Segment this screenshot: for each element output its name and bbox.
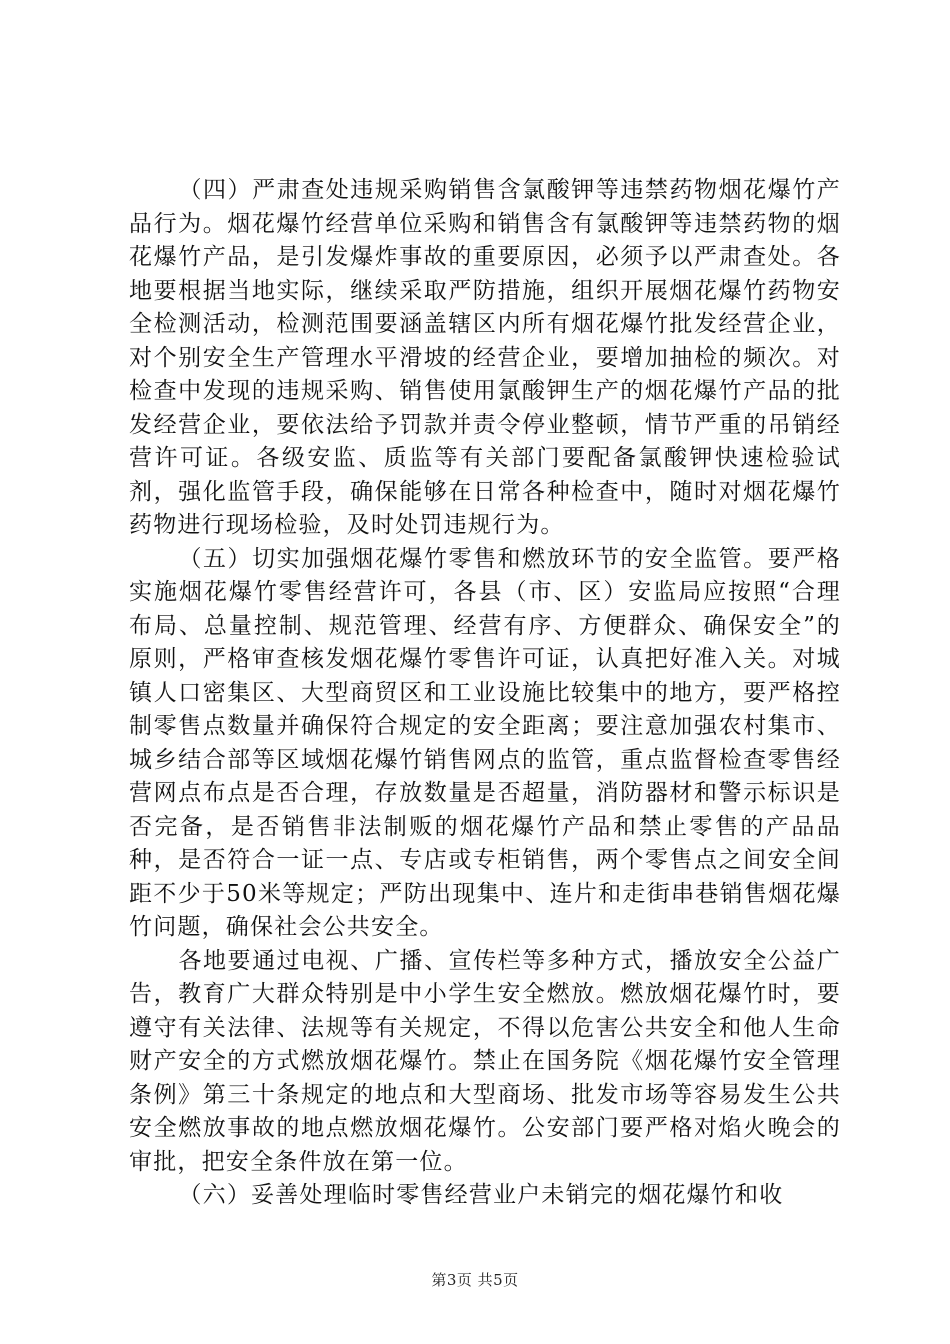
paragraph-section-4: （四）严肃查处违规采购销售含氯酸钾等违禁药物烟花爆竹产品行为。烟花爆竹经营单位采购和销售含有氯酸钾等违禁药物的烟花爆竹产品，是引发爆炸事故的重要原因，必须予以严肃查处。各地要根据当地实际，继续采取严防措施，组织开展烟花爆竹药物安全检测活动，检测范围要涵盖辖区内所有烟花爆竹批发经营企业，对个别安全生产管理水平滑坡的经营企业，要增加抽检的频次。对检查中发现的违规采购、销售使用氯酸钾生产的烟花爆竹产品的批发经营企业，要依法给予罚款并责令停业整顿，情节严重的吊销经营许可证。各级安监、质监等有关部门要配备氯酸钾快速检验试剂，强化监管手段，确保能够在日常各种检查中，随时对烟花爆竹药物进行现场检验，及时处罚违规行为。 — [129, 177, 841, 538]
paragraph-section-6: （六）妥善处理临时零售经营业户未销完的烟花爆竹和收 — [178, 1182, 784, 1208]
document-body — [129, 174, 841, 1213]
paragraph-section-5: （五）切实加强烟花爆竹零售和燃放环节的安全监管。要严格实施烟花爆竹零售经营许可，各县（市、区）安监局应按照“合理布局、总量控制、规范管理、经营有序、方便群众、确保安全”的原则，严格审查核发烟花爆竹零售许可证，认真把好准入关。对城镇人口密集区、大型商贸区和工业设施比较集中的地方，要严格控制零售点数量并确保符合规定的安全距离；要注意加强农村集市、城乡结合部等区域烟花爆竹销售网点的监管，重点监督检查零售经营网点布点是否合理，存放数量是否超量，消防器材和警示标识是否完备，是否销售非法制贩的烟花爆竹产品和禁止零售的产品品种，是否符合一证一点、专店或专柜销售，两个零售点之间安全间距不少于50米等规定；严防出现集中、连片和走街串巷销售烟花爆竹问题，确保社会公共安全。 — [129, 545, 841, 940]
paragraph-public-safety: 各地要通过电视、广播、宣传栏等多种方式，播放安全公益广告，教育广大群众特别是中小学生安全燃放。燃放烟花爆竹时，要遵守有关法律、法规等有关规定，不得以危害公共安全和他人生命财产安全的方式燃放烟花爆竹。禁止在国务院《烟花爆竹安全管理条例》第三十条规定的地点和大型商场、批发市场等容易发生公共安全燃放事故的地点燃放烟花爆竹。公安部门要严格对焰火晚会的审批，把安全条件放在第一位。 — [129, 947, 841, 1175]
page-number-footer: 第3页 共5页 — [431, 1271, 519, 1289]
